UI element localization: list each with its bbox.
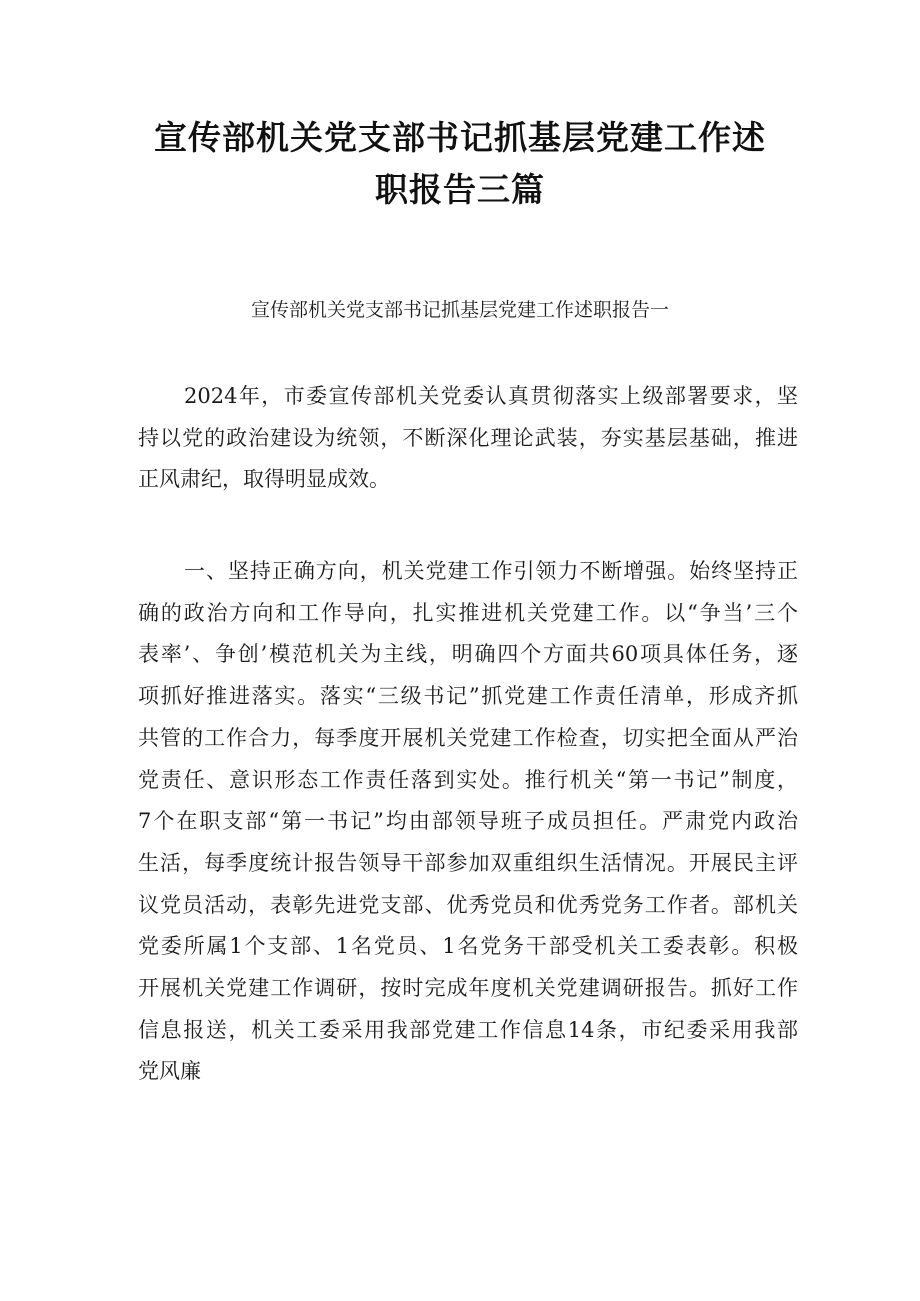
paragraph-line: 正风肃纪，取得明显成效。: [138, 467, 390, 492]
paragraph-line: 信息报送，机关工委采用我部党建工作信息14条，市纪委采用我部: [138, 1017, 798, 1042]
paragraph-line: 党委所属1个支部、1名党员、1名党务干部受机关工委表彰。积极: [138, 934, 798, 959]
paragraph-line: 2024年，市委宣传部机关党委认真贯彻落实上级部署要求，坚: [184, 384, 798, 408]
section-one-paragraph: [138, 551, 798, 1093]
paragraph-line: 确的政治方向和工作导向，扎实推进机关党建工作。以“争当’三个: [138, 600, 798, 625]
paragraph-line: 党风廉: [138, 1059, 201, 1084]
document-title: [110, 112, 810, 216]
paragraph-line: 生活，每季度统计报告领导干部参加双重组织生活情况。开展民主评: [138, 850, 798, 875]
title-line-1: 宣传部机关党支部书记抓基层党建工作述: [154, 118, 766, 157]
paragraph-line: 项抓好推进落实。落实“三级书记”抓党建工作责任清单，形成齐抓: [138, 684, 798, 709]
title-line-2: 职报告三篇: [375, 170, 545, 209]
paragraph-line: 表率’、争创’模范机关为主线，明确四个方面共60项具体任务，逐: [138, 642, 798, 667]
paragraph-line: 党责任、意识形态工作责任落到实处。推行机关“第一书记”制度，: [138, 767, 798, 792]
paragraph-line: 共管的工作合力，每季度开展机关党建工作检查，切实把全面从严治: [138, 725, 798, 750]
report-heading: 宣传部机关党支部书记抓基层党建工作述职报告一: [250, 299, 669, 321]
paragraph-line: 7个在职支部“第一书记”均由部领导班子成员担任。严肃党内政治: [138, 809, 798, 834]
paragraph-line: 议党员活动，表彰先进党支部、优秀党员和优秀党务工作者。部机关: [138, 892, 798, 917]
paragraph-line: 一、坚持正确方向，机关党建工作引领力不断增强。始终坚持正: [184, 559, 798, 583]
paragraph-line: 开展机关党建工作调研，按时完成年度机关党建调研报告。抓好工作: [138, 976, 798, 1001]
intro-paragraph: [138, 376, 798, 501]
paragraph-line: 持以党的政治建设为统领，不断深化理论武装，夯实基层基础，推进: [138, 425, 798, 450]
